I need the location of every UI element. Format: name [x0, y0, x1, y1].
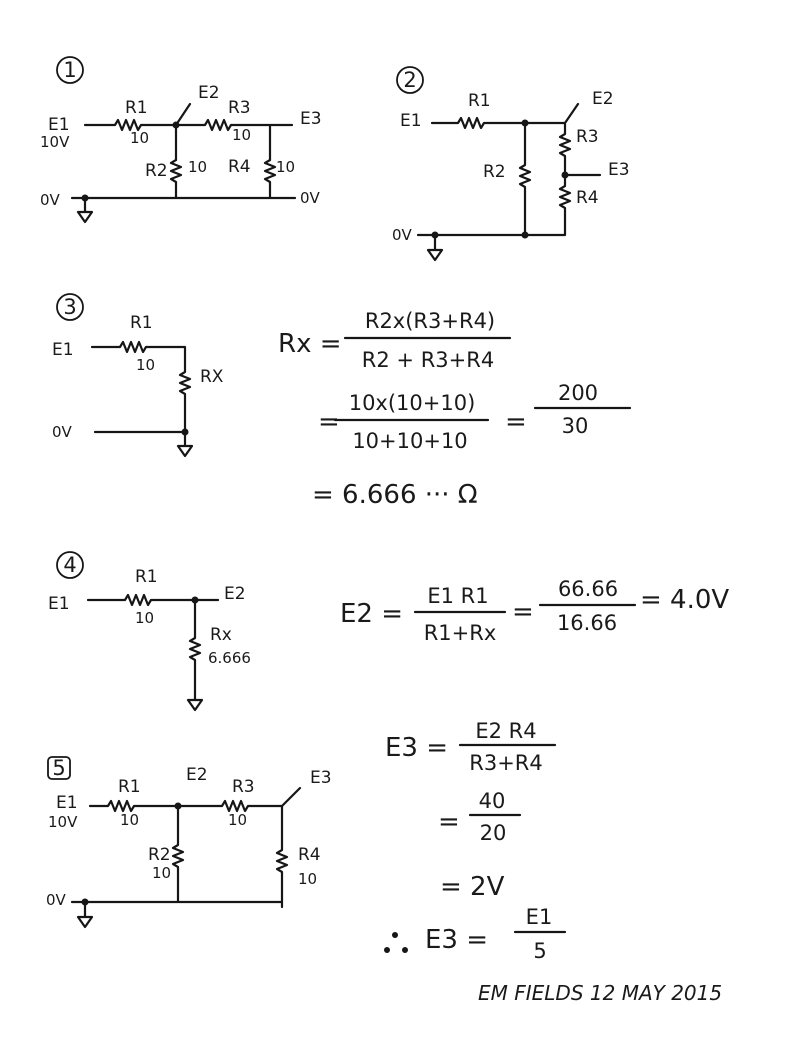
- label-e1-volts: 10V: [48, 813, 78, 831]
- label-r1-value: 10: [130, 129, 150, 147]
- eq-numerator-2: 10x(10+10): [348, 391, 476, 415]
- label-r1-value: 10: [135, 609, 155, 627]
- label-r2-value: 10: [188, 158, 208, 176]
- eq-numerator-2: 40: [478, 789, 506, 813]
- label-rx: Rx: [210, 625, 232, 645]
- equation-3: [278, 309, 630, 510]
- label-r3: R3: [228, 98, 251, 118]
- label-e2: E2: [198, 83, 220, 103]
- eq-therefore-numerator: E1: [525, 905, 553, 929]
- label-r1-value: 10: [120, 811, 140, 829]
- circuit-5: [46, 756, 332, 927]
- eq-numerator: R2x(R3+R4): [364, 309, 496, 333]
- eq-lhs: E2 =: [340, 599, 404, 629]
- circuit-3: [52, 294, 224, 456]
- label-e2: E2: [592, 89, 614, 109]
- label-e1: E1: [400, 111, 422, 131]
- label-r1: R1: [118, 777, 141, 797]
- eq-denominator-2: 10+10+10: [352, 429, 468, 453]
- circuit-number: 4: [63, 553, 77, 577]
- label-rx: RX: [200, 367, 224, 387]
- label-e2: E2: [186, 765, 208, 785]
- label-zero: 0V: [52, 423, 72, 441]
- label-r4-value: 10: [276, 158, 296, 176]
- label-r1: R1: [130, 313, 153, 333]
- label-r2: R2: [145, 161, 168, 181]
- author-signature: EM FIELDS 12 MAY 2015: [478, 981, 723, 1005]
- label-r2: R2: [148, 845, 171, 865]
- eq-denominator-2: 20: [479, 821, 507, 845]
- eq-lhs: E3 =: [385, 733, 449, 763]
- label-r2: R2: [483, 162, 506, 182]
- eq-result: = 6.666 ··· Ω: [312, 480, 478, 510]
- label-e1: E1: [48, 594, 70, 614]
- label-zero-left: 0V: [40, 191, 60, 209]
- label-zero: 0V: [392, 226, 412, 244]
- circuit-2: [392, 67, 630, 260]
- eq-sign-2: =: [505, 407, 527, 437]
- eq-lhs: Rx =: [278, 329, 342, 359]
- label-r2-value: 10: [152, 864, 172, 882]
- wires: [418, 104, 600, 260]
- eq-denominator: R3+R4: [469, 751, 543, 775]
- eq-numerator-3: 200: [557, 381, 599, 405]
- label-r1: R1: [135, 567, 158, 587]
- eq-result: = 4.0V: [640, 585, 730, 615]
- wires: [72, 104, 295, 222]
- label-r1-value: 10: [136, 356, 156, 374]
- circuit-number: 1: [63, 58, 77, 82]
- eq-denominator: R2 + R3+R4: [361, 348, 495, 372]
- label-zero-right: 0V: [300, 189, 320, 207]
- label-r3-value: 10: [228, 811, 248, 829]
- label-e3: E3: [300, 109, 322, 129]
- label-e1-volts: 10V: [40, 133, 70, 151]
- label-e3: E3: [608, 160, 630, 180]
- label-e3: E3: [310, 768, 332, 788]
- eq-sign: =: [512, 597, 534, 627]
- eq-sign: =: [438, 807, 460, 837]
- eq-numerator: E1 R1: [427, 584, 489, 608]
- eq-denominator-2: 16.66: [556, 611, 618, 635]
- circuit-4: [48, 552, 251, 710]
- label-r3-value: 10: [232, 126, 252, 144]
- label-r1: R1: [468, 91, 491, 111]
- label-r4: R4: [576, 188, 599, 208]
- circuit-number: 3: [63, 295, 77, 319]
- eq-sign: =: [318, 407, 340, 437]
- label-e1: E1: [56, 793, 78, 813]
- label-r1: R1: [125, 98, 148, 118]
- eq-result: = 2V: [440, 872, 505, 902]
- eq-numerator: E2 R4: [475, 719, 537, 743]
- label-r4: R4: [298, 845, 321, 865]
- equation-5: [384, 719, 565, 963]
- circuit-number: 5: [52, 756, 66, 780]
- label-r4: R4: [228, 157, 251, 177]
- label-rx-value: 6.666: [208, 649, 251, 667]
- label-r3: R3: [576, 127, 599, 147]
- eq-denominator: R1+Rx: [423, 621, 497, 645]
- equation-4: [340, 577, 729, 645]
- circuit-number: 2: [403, 68, 417, 92]
- label-zero: 0V: [46, 891, 66, 909]
- label-r3: R3: [232, 777, 255, 797]
- label-e1: E1: [52, 340, 74, 360]
- eq-therefore-lhs: E3 =: [425, 925, 489, 955]
- therefore-icon: [384, 932, 408, 953]
- circuit-1: [40, 57, 322, 222]
- label-e1: E1: [48, 115, 70, 135]
- label-r4-value: 10: [298, 870, 318, 888]
- eq-therefore-denominator: 5: [533, 939, 547, 963]
- eq-numerator-2: 66.66: [557, 577, 619, 601]
- wires: [72, 788, 300, 927]
- eq-denominator-3: 30: [561, 414, 589, 438]
- label-e2: E2: [224, 584, 246, 604]
